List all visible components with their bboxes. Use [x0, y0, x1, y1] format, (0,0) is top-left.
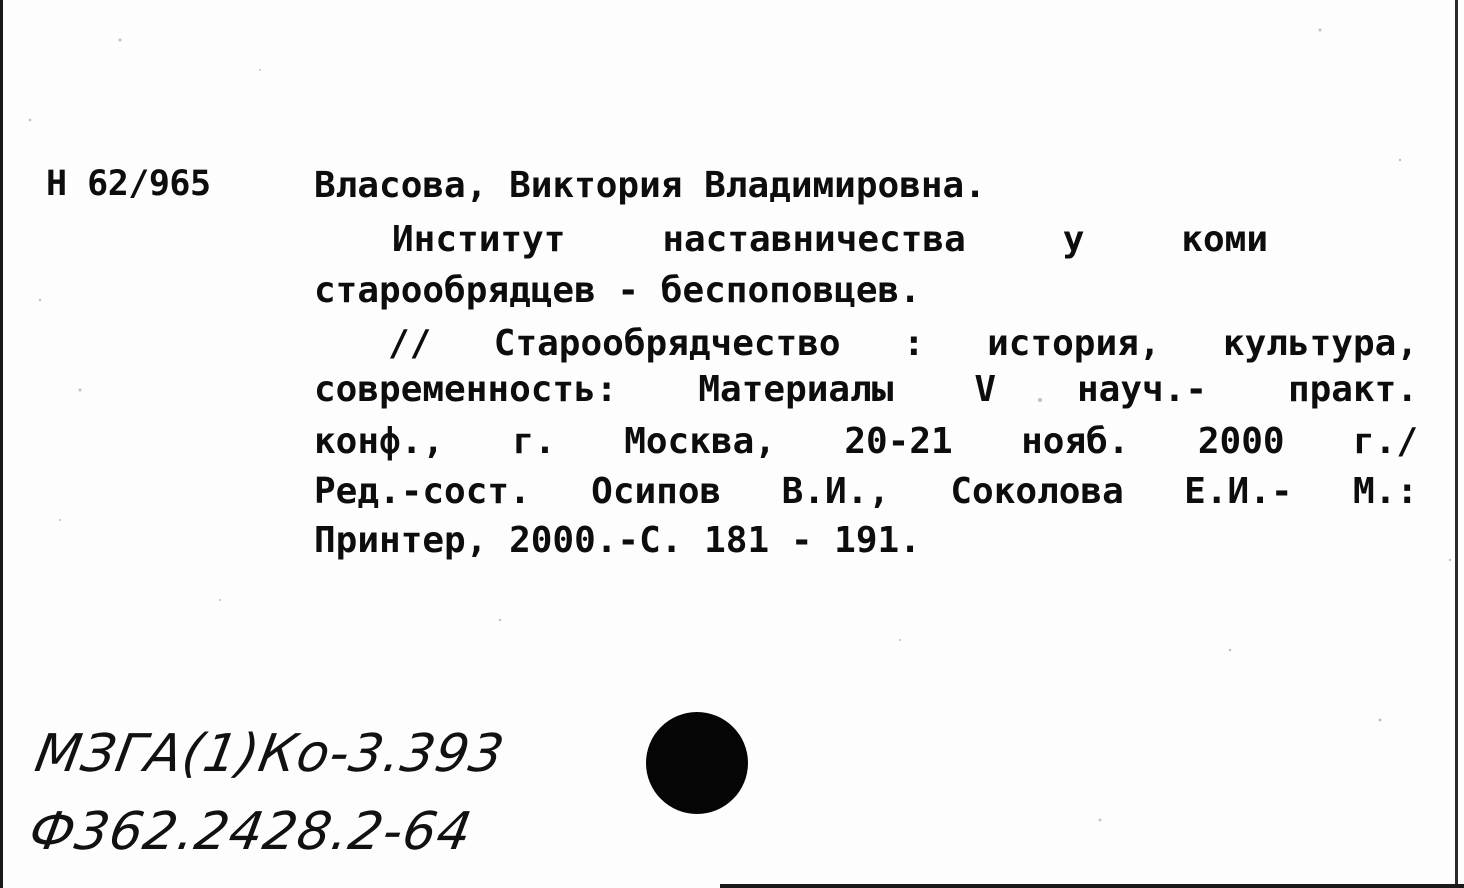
title-line-1: Институт наставничества у коми — [392, 219, 1268, 260]
source-line-1: // Старообрядчество : история, культура, — [388, 323, 1418, 364]
title-line-2: старообрядцев - беспоповцев. — [314, 270, 921, 311]
author-line: Власова, Виктория Владимировна. — [314, 165, 986, 206]
source-line-2: современность: Материалы V науч.- практ. — [314, 369, 1418, 410]
handwritten-classification: Ф362.2428.2-64 — [24, 802, 477, 862]
source-line-4: Ред.-сост. Осипов В.И., Соколова Е.И.- М.: — [314, 471, 1418, 512]
punch-hole — [646, 712, 748, 814]
source-line-5: Принтер, 2000.-С. 181 - 191. — [314, 520, 921, 561]
handwritten-shelfmark: МЗГА(1)Ко-3.393 — [30, 724, 510, 784]
source-line-3: конф., г. Москва, 20-21 нояб. 2000 г./ — [314, 421, 1418, 462]
call-number: Н 62/965 — [46, 164, 211, 204]
